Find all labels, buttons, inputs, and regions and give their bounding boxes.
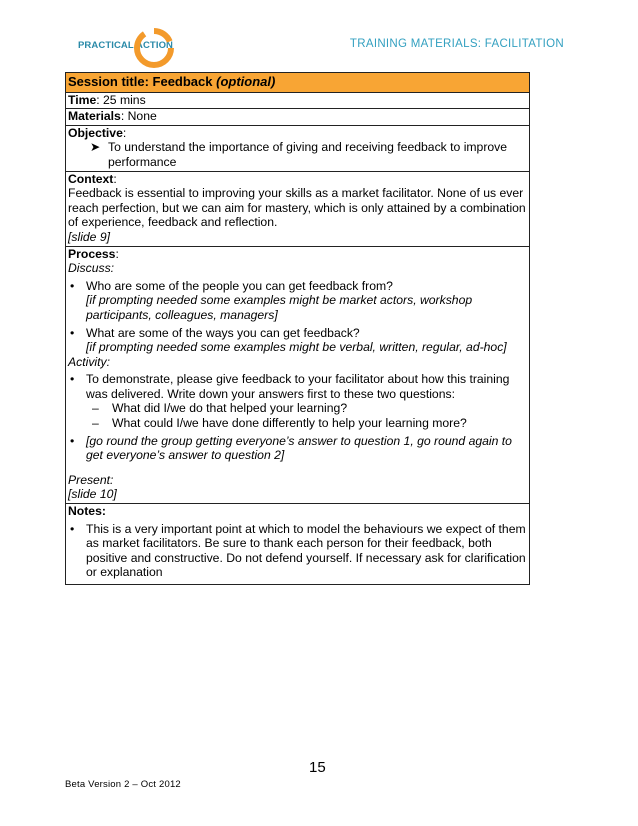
context-row: Context: Feedback is essential to improving your skills as a market facilitator. None of us ever reach perfection, but we can aim for mastery, which is only attained by a combination of experience, feedback and reflection. [slide 9]: [66, 172, 529, 247]
context-label: Context: [68, 171, 114, 186]
bullet-icon: •: [70, 433, 75, 448]
context-text: Feedback is essential to improving your skills as a market facilitator. None of us ever reach perfection, but we can aim for mastery, which is only attained by a combination of experience, feedback and reflection.: [68, 186, 526, 230]
session-title: Session title: Feedback: [68, 74, 217, 89]
objective-item: ➤ To understand the importance of giving and receiving feedback to improve performance: [90, 140, 508, 169]
time-row: [66, 93, 529, 110]
discuss-item: • What are some of the ways you can get feedback? [if prompting needed some examples might be verbal, written, regular, ad-hoc]: [70, 325, 507, 355]
materials-row: [66, 109, 529, 126]
dash-icon: –: [92, 401, 99, 416]
practical-action-logo: [78, 26, 178, 70]
materials-value: : None: [120, 109, 157, 124]
dash-icon: –: [92, 416, 99, 431]
activity-item: • To demonstrate, please give feedback to your facilitator about how this training was delivered. Write down your answers first to these two questions: – What did I/we do that helped your learning? – What could I/we have done differently to help your learning more?: [68, 372, 527, 430]
header-title: TRAINING MATERIALS: FACILITATION: [349, 38, 564, 50]
logo-ring-icon: [132, 26, 176, 70]
bullet-icon: •: [70, 372, 75, 387]
activity-question: – What could I/we have done differently to help your learning more?: [92, 416, 467, 431]
bullet-icon: •: [70, 521, 75, 536]
objective-row: Objective: ➤ To understand the importance of giving and receiving feedback to improve performance: [66, 126, 529, 172]
materials-label: Materials: [68, 109, 121, 124]
session-title-optional: (optional): [216, 74, 276, 89]
notes-row: [66, 504, 529, 584]
objective-label: Objective: [68, 125, 123, 140]
bullet-icon: •: [70, 325, 75, 340]
logo-text: PRACTICAL ACTION: [78, 40, 174, 51]
page-number: 15: [309, 759, 326, 776]
bullet-icon: •: [70, 278, 75, 293]
activity-question: – What did I/we do that helped your learning?: [92, 401, 348, 416]
activity-item: • [go round the group getting everyone’s answer to question 1, go round again to get everyone’s answer to question 2]: [70, 433, 512, 463]
present-label: Present:: [68, 472, 114, 487]
notes-label: Notes:: [68, 504, 106, 519]
footer-version: Beta Version 2 – Oct 2012: [65, 779, 181, 790]
process-row: Process: Discuss: • Who are some of the people you can get feedback from? [if prompting needed some examples might be market actors, workshop participants, colleagues, managers] • What are some of the ways you can get feedback? [if prompting needed some examples might be verbal, written, regular, ad-hoc] Activity: • To demonstrate, please give feedback to your facilitator about how this training was delivered. Write down your answers first to these two questions: – What did I/we do that helped your learning? – What could I/we have done differently to help your learning more? • [go round the group getting everyone’s answer to question 1, go round again to get everyone’s answer to question 2] Present: [slide 10]: [66, 247, 529, 505]
session-table: [65, 72, 530, 585]
notes-item: • This is a very important point at which to model the behaviours we expect of them as market facilitators. Be sure to thank each person for their feedback, both positive and constructive. Do not defend yourself. If necessary ask for clarification or explanation: [70, 521, 526, 580]
discuss-label: Discuss:: [68, 261, 115, 276]
process-label: Process: [68, 246, 116, 261]
time-value: : 25 mins: [96, 92, 146, 107]
time-label: Time: [68, 92, 97, 107]
context-slide: [slide 9]: [68, 229, 111, 244]
discuss-item: • Who are some of the people you can get feedback from? [if prompting needed some examples might be market actors, workshop participants, colleagues, managers]: [70, 278, 473, 322]
present-slide: [slide 10]: [68, 487, 117, 502]
session-title-row: [66, 73, 529, 93]
activity-label: Activity:: [68, 354, 110, 369]
arrow-bullet-icon: ➤: [90, 140, 101, 155]
